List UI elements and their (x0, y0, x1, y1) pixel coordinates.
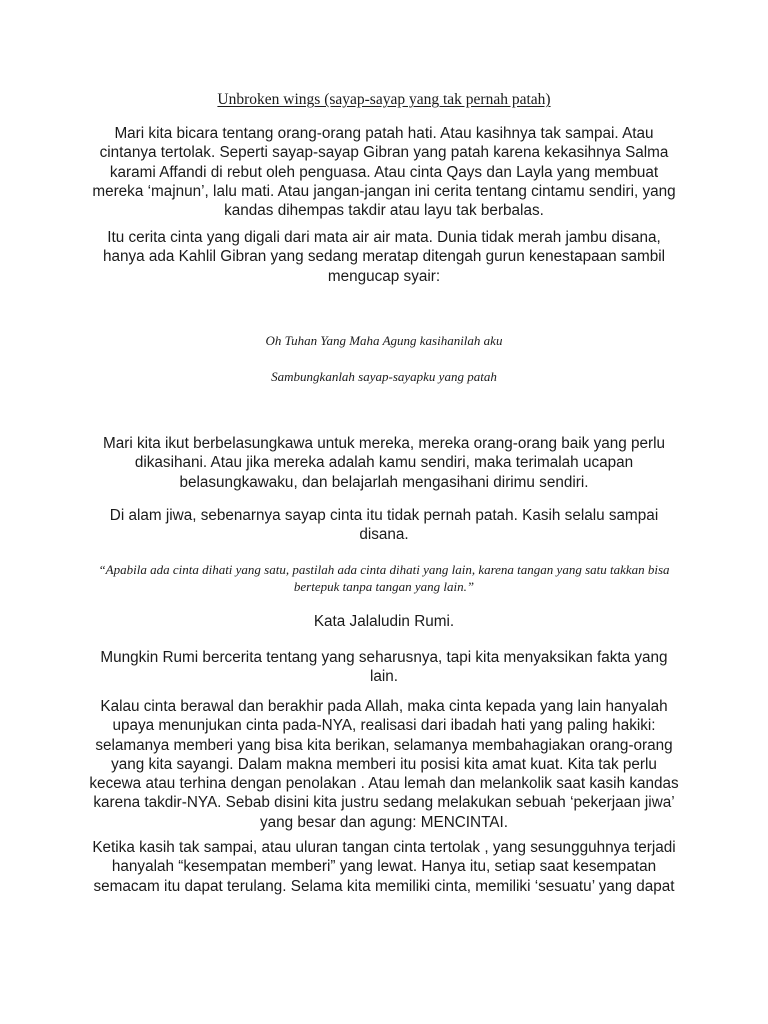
text-line: karami Affandi di rebut oleh penguasa. Atau cinta Qays dan Layla yang membuat (109, 163, 659, 181)
text-line: disana. (359, 526, 409, 544)
verse-line-2: Sambungkanlah sayap-sayapku yang patah (271, 369, 497, 384)
text-line: dikasihani. Atau jika mereka adalah kamu sendiri, maka terimalah ucapan (134, 454, 634, 472)
text-line: hanyalah “kesempatan memberi” yang lewat. Hanya itu, setiap saat kesempatan (111, 858, 657, 876)
quote-attribution: Kata Jalaludin Rumi. (313, 613, 455, 630)
text-line: mereka ‘majnun’, lalu mati. Atau jangan-jangan ini cerita tentang cintamu sendiri, yang (92, 182, 676, 200)
text-line: kecewa atau terhina dengan penolakan . Atau lemah dan melankolik saat kasih kandas (89, 775, 679, 793)
paragraph-7 (80, 838, 688, 896)
quote-line: “Apabila ada cinta dihati yang satu, pastilah ada cinta dihati yang lain, karena tangan yang satu takkan bisa (98, 562, 670, 577)
text-line: mengucap syair: (327, 267, 441, 285)
text-line: Mari kita ikut berbelasungkawa untuk mereka, mereka orang-orang baik yang perlu (102, 435, 666, 452)
text-line: hanya ada Kahlil Gibran yang sedang meratap ditengah gurun kenestapaan sambil (102, 248, 666, 266)
text-line: kandas dihempas takdir atau layu tak berbalas. (224, 202, 544, 220)
paragraph-3 (80, 434, 688, 492)
text-line: Kalau cinta berawal dan berakhir pada Allah, maka cinta kepada yang lain hanyalah (100, 698, 668, 715)
text-line: semacam itu dapat terulang. Selama kita memiliki cinta, memiliki ‘sesuatu’ yang dapat (93, 877, 675, 895)
text-line: belasungkawaku, dan belajarlah mengasihani dirimu sendiri. (179, 473, 589, 491)
paragraph-2 (80, 228, 688, 286)
text-line: Di alam jiwa, sebenarnya sayap cinta itu tidak pernah patah. Kasih selalu sampai (109, 507, 659, 524)
verse-line-1: Oh Tuhan Yang Maha Agung kasihanilah aku (265, 333, 503, 348)
text-line: Mungkin Rumi bercerita tentang yang seharusnya, tapi kita menyaksikan fakta yang (100, 649, 668, 666)
text-line: karena takdir-NYA. Sebab disini kita justru sedang melakukan sebuah ‘pekerjaan jiwa’ (93, 794, 675, 812)
text-line: selamanya memberi yang bisa kita berikan, selamanya membahagiakan orang-orang (95, 736, 673, 754)
quote-line: bertepuk tanpa tangan yang lain.” (293, 579, 475, 594)
document-title: Unbroken wings (sayap-sayap yang tak pernah patah) (217, 91, 551, 108)
text-line: lain. (369, 668, 399, 686)
paragraph-1 (80, 124, 688, 220)
text-line: yang kita sayangi. Dalam makna memberi itu posisi kita amat kuat. Kita tak perlu (111, 755, 657, 773)
paragraph-5 (80, 648, 688, 687)
text-line: yang besar dan agung: MENCINTAI. (260, 813, 508, 831)
rumi-quote (60, 561, 708, 595)
text-line: Itu cerita cinta yang digali dari mata air air mata. Dunia tidak merah jambu disana, (107, 229, 661, 246)
text-line: Mari kita bicara tentang orang-orang patah hati. Atau kasihnya tak sampai. Atau (114, 125, 654, 142)
text-line: Ketika kasih tak sampai, atau uluran tangan cinta tertolak , yang sesungguhnya terjadi (92, 839, 676, 856)
text-line: cintanya tertolak. Seperti sayap-sayap Gibran yang patah karena kekasihnya Salma (99, 144, 669, 162)
paragraph-6 (80, 697, 688, 832)
paragraph-4 (80, 506, 688, 545)
text-line: upaya menunjukan cinta pada-NYA, realisasi dari ibadah hati yang paling hakiki: (112, 717, 656, 735)
